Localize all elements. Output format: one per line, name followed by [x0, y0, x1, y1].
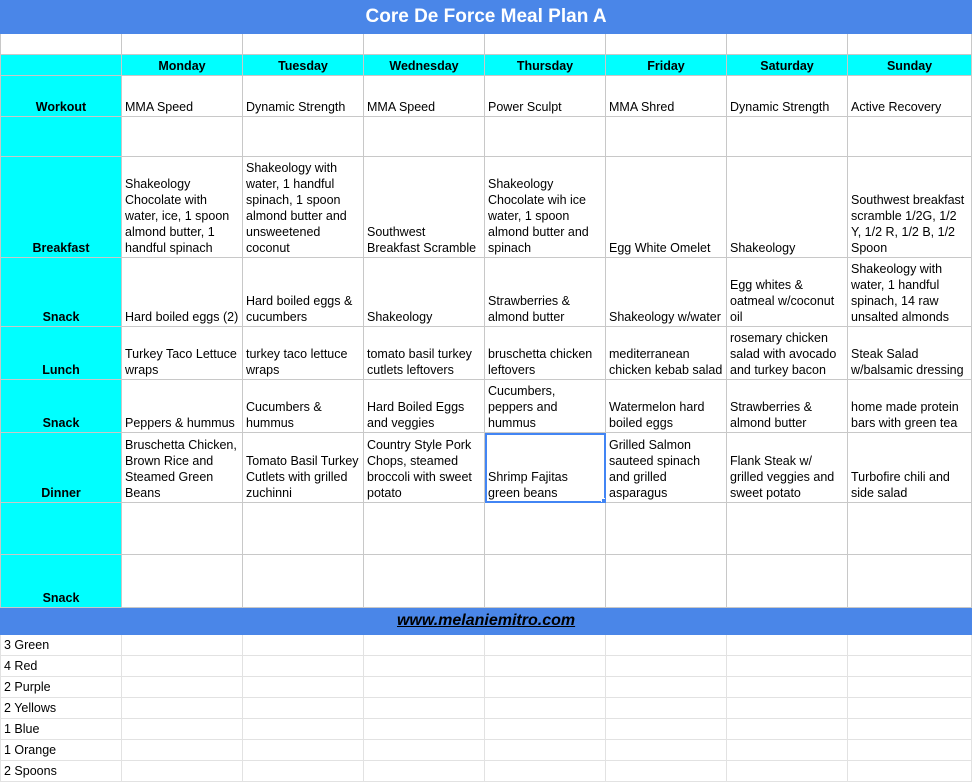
meal-cell[interactable] — [727, 503, 848, 555]
portion-cell[interactable]: 3 Green — [1, 635, 122, 656]
cell[interactable] — [364, 635, 485, 656]
cell[interactable] — [243, 719, 364, 740]
portion-row — [1, 719, 972, 740]
cell[interactable] — [485, 677, 606, 698]
cell[interactable] — [848, 719, 972, 740]
snack-row — [1, 380, 972, 433]
meal-cell[interactable]: Cucumbers & hummus — [243, 380, 364, 433]
meal-cell[interactable]: turkey taco lettuce wraps — [243, 327, 364, 380]
meal-cell[interactable] — [122, 503, 243, 555]
meal-cell[interactable]: tomato basil turkey cutlets leftovers — [364, 327, 485, 380]
cell[interactable] — [727, 761, 848, 782]
cell[interactable] — [122, 635, 243, 656]
meal-cell[interactable]: MMA Shred — [606, 76, 727, 117]
cell[interactable] — [485, 635, 606, 656]
meal-cell[interactable]: Grilled Salmon sauteed spinach and grilled asparagus — [606, 433, 727, 503]
row-label-cell[interactable]: Dinner — [1, 433, 122, 503]
meal-cell[interactable]: MMA Speed — [122, 76, 243, 117]
meal-cell[interactable] — [606, 503, 727, 555]
cell[interactable] — [485, 656, 606, 677]
meal-cell[interactable]: Turbofire chili and side salad — [848, 433, 972, 503]
meal-cell[interactable]: Strawberries & almond butter — [727, 380, 848, 433]
meal-cell[interactable]: Shakeology with water, 1 handful spinach, 1 spoon almond butter and unsweetened coconut — [243, 157, 364, 258]
cell[interactable] — [606, 635, 727, 656]
selected-cell-text: Shrimp Fajitas green beans — [488, 470, 568, 500]
portion-cell[interactable]: 2 Spoons — [1, 761, 122, 782]
meal-cell[interactable]: bruschetta chicken leftovers — [485, 327, 606, 380]
meal-cell[interactable] — [364, 117, 485, 157]
meal-cell[interactable]: Flank Steak w/ grilled veggies and sweet potato — [727, 433, 848, 503]
cell[interactable] — [727, 34, 848, 55]
meal-cell[interactable]: Cucumbers, peppers and hummus — [485, 380, 606, 433]
meal-cell[interactable] — [243, 503, 364, 555]
meal-cell[interactable] — [364, 555, 485, 608]
cell[interactable] — [122, 677, 243, 698]
lunch-row — [1, 327, 972, 380]
title-banner-cell[interactable] — [1, 1, 972, 34]
cell[interactable] — [727, 740, 848, 761]
workout-row — [1, 76, 972, 117]
meal-cell[interactable] — [727, 117, 848, 157]
website-row — [1, 608, 972, 635]
meal-cell[interactable]: Hard boiled eggs (2) — [122, 258, 243, 327]
cell[interactable] — [243, 34, 364, 55]
cell[interactable] — [848, 740, 972, 761]
meal-cell[interactable]: Hard boiled eggs & cucumbers — [243, 258, 364, 327]
meal-cell[interactable]: MMA Speed — [364, 76, 485, 117]
portion-row — [1, 740, 972, 761]
cell[interactable] — [848, 656, 972, 677]
cell[interactable] — [243, 635, 364, 656]
meal-cell[interactable]: Power Sculpt — [485, 76, 606, 117]
meal-cell[interactable] — [848, 503, 972, 555]
meal-cell[interactable]: Dynamic Strength — [727, 76, 848, 117]
row-label-cell[interactable]: Lunch — [1, 327, 122, 380]
row-label-cell[interactable]: Workout — [1, 76, 122, 117]
selected-cell[interactable] — [485, 433, 606, 503]
cell[interactable] — [727, 698, 848, 719]
header-corner-cell[interactable] — [1, 55, 122, 76]
meal-cell[interactable] — [848, 117, 972, 157]
cell[interactable] — [606, 761, 727, 782]
cell[interactable] — [727, 719, 848, 740]
cell[interactable] — [122, 740, 243, 761]
meal-cell[interactable]: Shakeology — [364, 258, 485, 327]
cell[interactable] — [606, 34, 727, 55]
day-header-wednesday[interactable]: Wednesday — [364, 55, 485, 76]
cell[interactable] — [848, 761, 972, 782]
row-label-cell[interactable]: Snack — [1, 380, 122, 433]
meal-cell[interactable] — [848, 555, 972, 608]
snack-row — [1, 555, 972, 608]
meal-cell[interactable]: Egg White Omelet — [606, 157, 727, 258]
cell[interactable] — [122, 34, 243, 55]
day-header-sunday[interactable]: Sunday — [848, 55, 972, 76]
meal-cell[interactable]: Shakeology — [727, 157, 848, 258]
cell[interactable] — [848, 698, 972, 719]
website-link[interactable]: www.melaniemitro.com — [396, 611, 576, 629]
meal-cell[interactable]: Southwest breakfast scramble 1/2G, 1/2 Y, 1/2 R, 1/2 B, 1/2 Spoon — [848, 157, 972, 258]
meal-cell[interactable] — [243, 555, 364, 608]
day-header-friday[interactable]: Friday — [606, 55, 727, 76]
cell[interactable] — [485, 698, 606, 719]
day-header-tuesday[interactable]: Tuesday — [243, 55, 364, 76]
meal-cell[interactable]: Bruschetta Chicken, Brown Rice and Steamed Green Beans — [122, 433, 243, 503]
blank-row — [1, 34, 972, 55]
cell[interactable] — [122, 656, 243, 677]
cell[interactable] — [364, 698, 485, 719]
meal-cell[interactable]: Watermelon hard boiled eggs — [606, 380, 727, 433]
meal-cell[interactable]: mediterranean chicken kebab salad — [606, 327, 727, 380]
meal-cell[interactable]: rosemary chicken salad with avocado and turkey bacon — [727, 327, 848, 380]
day-header-thursday[interactable]: Thursday — [485, 55, 606, 76]
meal-cell[interactable]: Shakeology Chocolate with water, ice, 1 spoon almond butter, 1 handful spinach — [122, 157, 243, 258]
cell[interactable] — [606, 719, 727, 740]
cell[interactable] — [243, 677, 364, 698]
cell[interactable] — [485, 34, 606, 55]
cell[interactable] — [606, 677, 727, 698]
meal-cell[interactable]: Steak Salad w/balsamic dressing — [848, 327, 972, 380]
fill-handle[interactable] — [601, 498, 606, 503]
portion-cell[interactable]: 2 Yellows — [1, 698, 122, 719]
day-header-row — [1, 55, 972, 76]
meal-cell[interactable]: home made protein bars with green tea — [848, 380, 972, 433]
cell[interactable] — [364, 34, 485, 55]
meal-cell[interactable] — [485, 555, 606, 608]
portion-row — [1, 677, 972, 698]
meal-cell[interactable]: Peppers & hummus — [122, 380, 243, 433]
portion-row — [1, 635, 972, 656]
cell[interactable] — [485, 761, 606, 782]
portion-cell[interactable]: 4 Red — [1, 656, 122, 677]
portion-cell[interactable]: 2 Purple — [1, 677, 122, 698]
meal-cell[interactable] — [606, 117, 727, 157]
cell[interactable] — [364, 656, 485, 677]
meal-cell[interactable]: Shakeology with water, 1 handful spinach, 14 raw unsalted almonds — [848, 258, 972, 327]
cell[interactable] — [727, 656, 848, 677]
cell[interactable] — [485, 719, 606, 740]
meal-cell[interactable] — [485, 117, 606, 157]
cell[interactable] — [122, 761, 243, 782]
meal-cell[interactable] — [606, 555, 727, 608]
dinner-row — [1, 433, 972, 503]
meal-cell[interactable]: Dynamic Strength — [243, 76, 364, 117]
meal-cell[interactable]: Country Style Pork Chops, steamed broccoli with sweet potato — [364, 433, 485, 503]
cell[interactable] — [364, 740, 485, 761]
meal-cell[interactable]: Turkey Taco Lettuce wraps — [122, 327, 243, 380]
cell[interactable] — [243, 656, 364, 677]
portion-row — [1, 656, 972, 677]
meal-cell[interactable]: Shakeology w/water — [606, 258, 727, 327]
portion-cell[interactable]: 1 Orange — [1, 740, 122, 761]
spacer-row — [1, 117, 972, 157]
meal-cell[interactable] — [122, 117, 243, 157]
day-header-monday[interactable]: Monday — [122, 55, 243, 76]
website-banner-cell[interactable] — [1, 608, 972, 635]
meal-cell[interactable]: Egg whites & oatmeal w/coconut oil — [727, 258, 848, 327]
meal-cell[interactable] — [364, 503, 485, 555]
cell[interactable] — [122, 719, 243, 740]
cell[interactable] — [1, 34, 122, 55]
meal-cell[interactable]: Strawberries & almond butter — [485, 258, 606, 327]
meal-cell[interactable]: Southwest Breakfast Scramble — [364, 157, 485, 258]
meal-cell[interactable]: Tomato Basil Turkey Cutlets with grilled zuchinni — [243, 433, 364, 503]
row-label-cell[interactable] — [1, 117, 122, 157]
cell[interactable] — [727, 635, 848, 656]
portion-row — [1, 761, 972, 782]
snack-row — [1, 258, 972, 327]
cell[interactable] — [848, 34, 972, 55]
row-label-cell[interactable]: Breakfast — [1, 157, 122, 258]
row-label-cell[interactable] — [1, 503, 122, 555]
cell[interactable] — [364, 719, 485, 740]
meal-cell[interactable] — [243, 117, 364, 157]
portion-row — [1, 698, 972, 719]
cell[interactable] — [606, 656, 727, 677]
cell[interactable] — [848, 635, 972, 656]
cell[interactable] — [606, 740, 727, 761]
day-header-saturday[interactable]: Saturday — [727, 55, 848, 76]
meal-cell[interactable] — [122, 555, 243, 608]
spacer-row — [1, 503, 972, 555]
cell[interactable] — [606, 698, 727, 719]
cell[interactable] — [364, 761, 485, 782]
cell[interactable] — [243, 740, 364, 761]
cell[interactable] — [243, 698, 364, 719]
cell[interactable] — [485, 740, 606, 761]
row-label-cell[interactable]: Snack — [1, 555, 122, 608]
cell[interactable] — [364, 677, 485, 698]
sheet-title: Core De Force Meal Plan A — [365, 5, 607, 27]
meal-cell[interactable]: Shakeology Chocolate wih ice water, 1 spoon almond butter and spinach — [485, 157, 606, 258]
meal-cell[interactable]: Hard Boiled Eggs and veggies — [364, 380, 485, 433]
meal-cell[interactable] — [485, 503, 606, 555]
cell[interactable] — [243, 761, 364, 782]
cell[interactable] — [848, 677, 972, 698]
cell[interactable] — [727, 677, 848, 698]
meal-cell[interactable]: Active Recovery — [848, 76, 972, 117]
breakfast-row — [1, 157, 972, 258]
portion-cell[interactable]: 1 Blue — [1, 719, 122, 740]
meal-cell[interactable] — [727, 555, 848, 608]
cell[interactable] — [122, 698, 243, 719]
row-label-cell[interactable]: Snack — [1, 258, 122, 327]
